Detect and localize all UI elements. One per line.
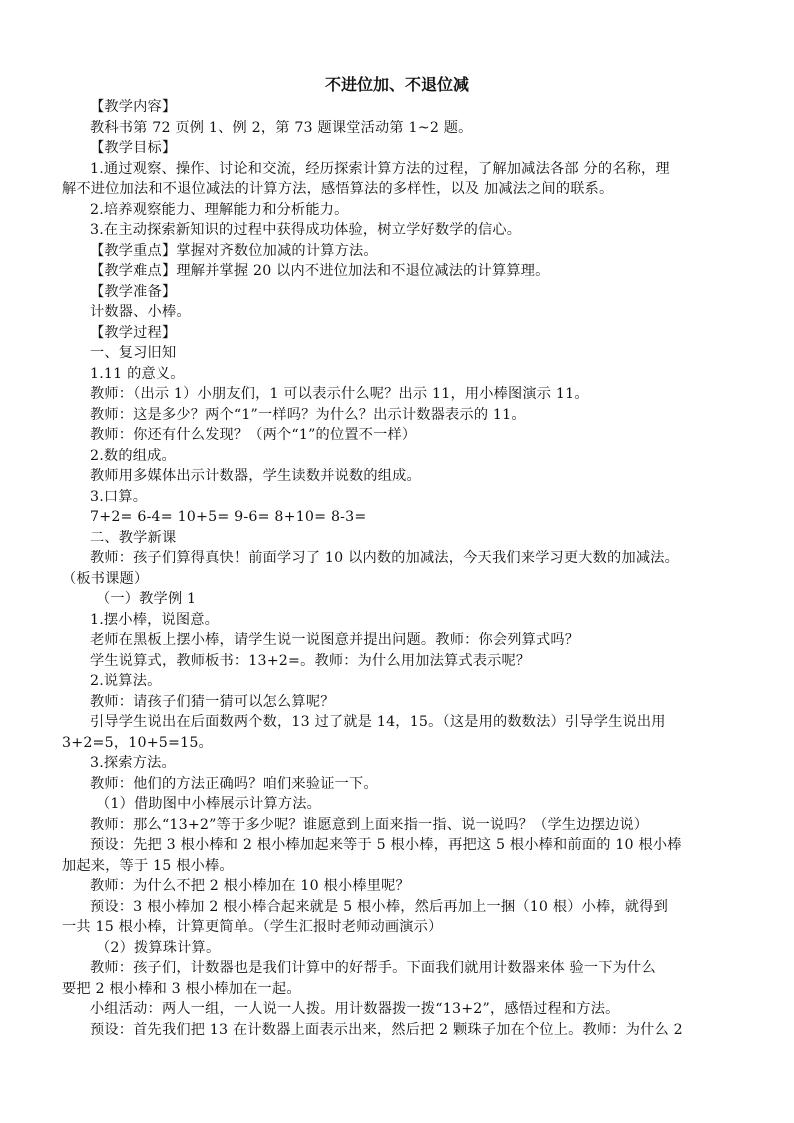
text-line: 小组活动：两人一组，一人说一人拨。用计数器拨一拨“13+2”，感悟过程和方法。	[90, 1001, 620, 1017]
text-line: 解不进位加法和不退位减法的计算方法，感悟算法的多样性，以及 加减法之间的联系。	[62, 181, 614, 197]
text-line: 二、教学新课	[90, 529, 177, 546]
text-line: 3.探索方法。	[90, 755, 176, 771]
text-line: （一）教学例 1	[96, 591, 197, 607]
text-line: 3+2=5，10+5=15。	[62, 734, 213, 751]
text-line: 教师：这是多少？两个“1”一样吗？为什么？出示计数器表示的 11。	[90, 406, 526, 423]
text-line: 教师：请孩子们猜一猜可以怎么算呢？	[90, 693, 335, 710]
text-line: 加起来，等于 15 根小棒。	[62, 857, 234, 874]
text-line: 一、复习旧知	[90, 345, 177, 361]
text-line: （2）拨算珠计算。	[96, 939, 221, 956]
text-line: 【教学准备】	[90, 283, 177, 300]
text-line: 【教学内容】	[90, 99, 177, 115]
text-line: （1）借助图中小棒展示计算方法。	[96, 796, 322, 812]
text-line: 要把 2 根小棒和 3 根小棒加在一起。	[62, 980, 301, 997]
text-line: 教师：你还有什么发现？（两个“1”的位置不一样）	[90, 427, 417, 443]
text-line: 预设：先把 3 根小棒和 2 根小棒加起来等于 5 根小棒，再把这 5 根小棒和前面的 10 根小棒	[90, 837, 682, 853]
text-line: 教师：那么“13+2”等于多少呢？谁愿意到上面来指一指、说一说吗？（学生边摆边说）	[90, 816, 649, 833]
text-line: 教师：（出示 1）小朋友们，1 可以表示什么呢？出示 11，用小棒图演示 11。	[90, 386, 589, 402]
text-line: 教科书第 72 页例 1、例 2，第 73 题课堂活动第 1~2 题。	[90, 119, 473, 136]
text-line: 教师：孩子们算得真快！前面学习了 10 以内数的加减法，今天我们来学习更大数的加减法。	[90, 550, 679, 566]
text-line: 3.在主动探索新知识的过程中获得成功体验，树立学好数学的信心。	[90, 222, 522, 238]
text-line: 预设：首先我们把 13 在计数器上面表示出来，然后把 2 颗珠子加在个位上。教师：为什么 2	[90, 1021, 683, 1038]
text-line: 教师用多媒体出示计数器，学生读数并说数的组成。	[90, 468, 421, 484]
text-line: 【教学过程】	[90, 324, 177, 341]
text-line: 2.数的组成。	[90, 447, 176, 464]
text-line: 1.摆小棒，说图意。	[90, 611, 220, 628]
text-line: 教师：孩子们，计数器也是我们计算中的好帮手。下面我们就用计数器来体 验一下为什么	[90, 960, 656, 976]
text-line: 引导学生说出在后面数两个数，13 过了就是 14，15。（这是用的数数法）引导学生说出用	[90, 714, 666, 730]
text-line: 1.通过观察、操作、讨论和交流，经历探索计算方法的过程，了解加减法各部 分的名称，理	[90, 160, 670, 177]
text-line: 2.培养观察能力、理解能力和分析能力。	[90, 201, 349, 218]
text-line: 2.说算法。	[90, 673, 162, 689]
text-line: 教师：他们的方法正确吗？咱们来验证一下。	[90, 775, 378, 792]
text-line: 【教学难点】理解并掌握 20 以内不进位加法和不退位减法的计算算理。	[90, 263, 550, 279]
text-line: 计数器、小棒。	[90, 304, 191, 320]
text-line: 学生说算式，教师板书：13+2=。教师：为什么用加法算式表示呢？	[90, 652, 531, 669]
text-line: 预设：3 根小棒加 2 根小棒合起来就是 5 根小棒，然后再加上一捆（10 根）小棒，就得到	[90, 898, 668, 915]
text-line: 【教学目标】	[90, 140, 177, 156]
text-line: 教师：为什么不把 2 根小棒加在 10 根小棒里呢？	[90, 878, 410, 894]
text-line: 【教学重点】掌握对齐数位加减的计算方法。	[90, 242, 378, 259]
text-line: 老师在黑板上摆小棒，请学生说一说图意并提出问题。教师：你会列算式吗？	[90, 632, 580, 648]
text-line: （板书课题）	[62, 570, 149, 587]
text-line: 3.口算。	[90, 488, 148, 505]
text-line: 7+2= 6-4= 10+5= 9-6= 8+10= 8-3=	[90, 509, 367, 525]
text-line: 1.11 的意义。	[90, 365, 185, 382]
page-title: 不进位加、不退位减	[324, 75, 469, 94]
text-line: 一共 15 根小棒，计算更简单。（学生汇报时老师动画演示）	[62, 919, 443, 935]
